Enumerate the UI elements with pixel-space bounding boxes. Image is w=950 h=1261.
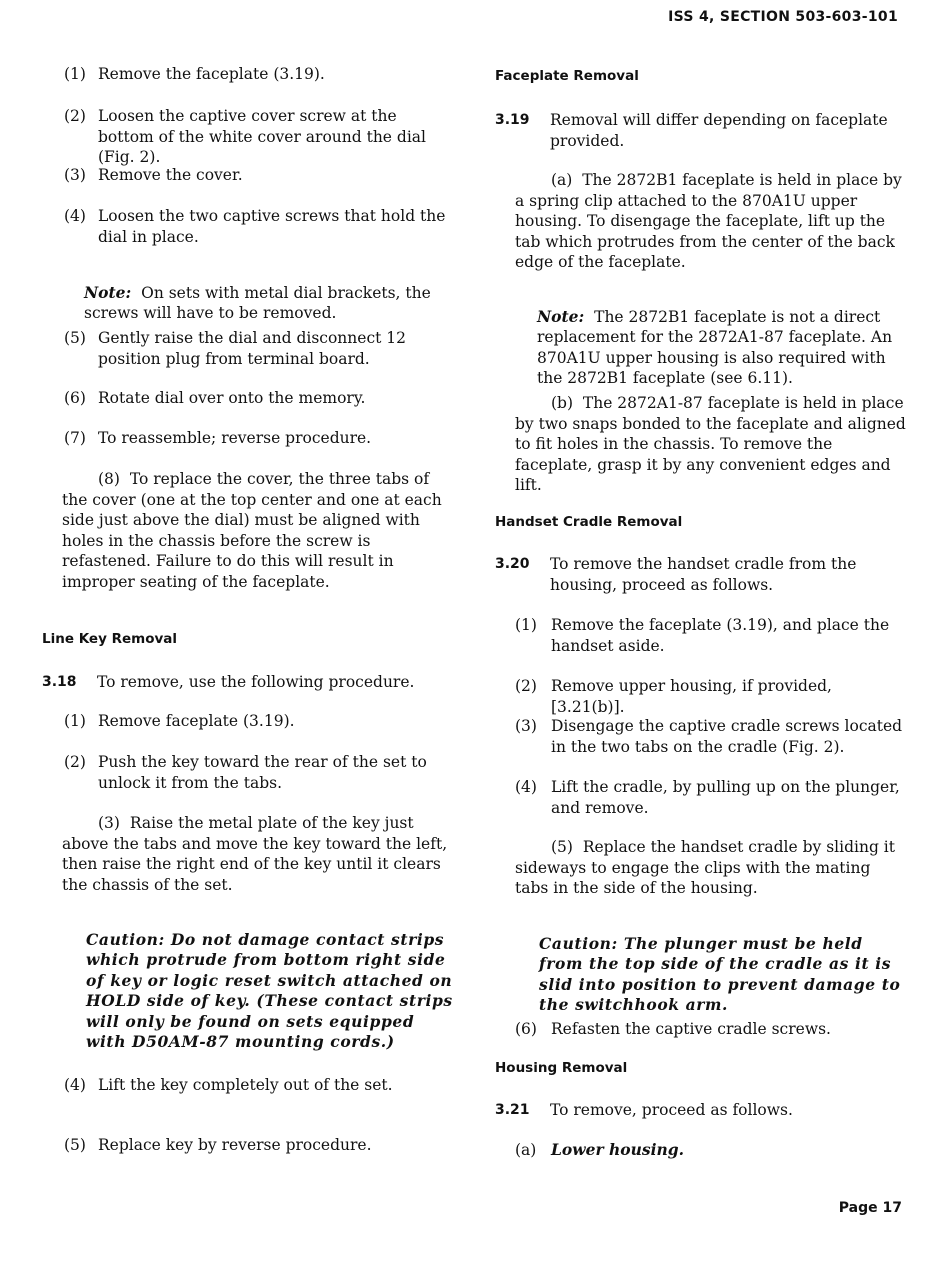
paragraph: 3.19 Removal will differ depending on faceplate provided. bbox=[495, 111, 888, 150]
list-item: (5) Replace key by reverse procedure. bbox=[64, 1136, 372, 1154]
list-item: (1) Remove faceplate (3.19). bbox=[64, 712, 295, 730]
page-header: ISS 4, SECTION 503-603-101 bbox=[668, 9, 898, 25]
list-item: (7) To reassemble; reverse procedure. bbox=[64, 429, 372, 447]
list-item: (1) Remove the faceplate (3.19). bbox=[64, 65, 325, 83]
list-item: (1) Remove the faceplate (3.19), and place the handset aside. bbox=[515, 616, 890, 655]
list-item: (2) Push the key toward the rear of the set to unlock it from the tabs. bbox=[64, 753, 427, 792]
list-item: (2) Loosen the captive cover screw at the bottom of the white cover around the dial (Fig. 2). bbox=[64, 107, 426, 166]
list-item: (5) Replace the handset cradle by sliding it sideways to engage the clips with the mating tabs in the side of the housing. bbox=[515, 838, 895, 897]
list-item: (4) Loosen the two captive screws that hold the dial in place. bbox=[64, 207, 446, 246]
note: Note: The 2872B1 faceplate is not a direct replacement for the 2872A1-87 faceplate. An 870A1U upper housing is also required with the 2872B1 faceplate (see 6.11). bbox=[537, 306, 893, 387]
section-heading: Line Key Removal bbox=[42, 631, 178, 647]
list-item: (6) Rotate dial over onto the memory. bbox=[64, 389, 366, 407]
caution-note: Caution: The plunger must be held from the top side of the cradle as it is slid into position to prevent damage to the switchhook arm. bbox=[539, 933, 901, 1014]
section-heading: Handset Cradle Removal bbox=[495, 514, 683, 530]
list-item: (3) Raise the metal plate of the key just above the tabs and move the key toward the left, then raise the right end of the key until it clears the chassis of the set. bbox=[62, 814, 448, 894]
list-item: (a) The 2872B1 faceplate is held in place by a spring clip attached to the 870A1U upper housing. To disengage the faceplate, lift up the tab which protrudes from the center of the back edge of the faceplate. bbox=[515, 171, 902, 271]
caution-note: Caution: Do not damage contact strips which protrude from bottom right side of key or logic reset switch attached on HOLD side of key. (These contact strips will only be found on sets equipped with D50AM-87 mounting cords.) bbox=[86, 929, 453, 1051]
list-item: (8) To replace the cover, the three tabs of the cover (one at the top center and one at each side just above the dial) must be aligned with holes in the chassis before the screw is refastened. Failure to do this will result in improper seating of the faceplate. bbox=[62, 470, 442, 591]
paragraph: 3.18 To remove, use the following procedure. bbox=[42, 673, 415, 691]
note: Note: On sets with metal dial brackets, the screws will have to be removed. bbox=[84, 282, 431, 322]
list-item: (5) Gently raise the dial and disconnect 12 position plug from terminal board. bbox=[64, 329, 407, 368]
list-item: (3) Disengage the captive cradle screws located in the two tabs on the cradle (Fig. 2). bbox=[515, 717, 903, 756]
list-item: (4) Lift the cradle, by pulling up on the plunger, and remove. bbox=[515, 778, 900, 817]
list-item: (4) Lift the key completely out of the set. bbox=[64, 1076, 393, 1094]
paragraph: 3.20 To remove the handset cradle from the housing, proceed as follows. bbox=[495, 555, 857, 594]
section-heading: Faceplate Removal bbox=[495, 68, 639, 84]
page-number: Page 17 bbox=[838, 1200, 902, 1216]
paragraph: 3.21 To remove, proceed as follows. bbox=[495, 1101, 793, 1119]
list-item: (b) The 2872A1-87 faceplate is held in place by two snaps bonded to the faceplate and aligned to fit holes in the chassis. To remove the faceplate, grasp it by any convenient edges and lift. bbox=[515, 394, 906, 494]
list-item: (a) Lower housing. bbox=[515, 1140, 684, 1159]
section-heading: Housing Removal bbox=[495, 1060, 628, 1076]
list-item: (2) Remove upper housing, if provided, [3.21(b)]. bbox=[515, 677, 832, 716]
list-item: (6) Refasten the captive cradle screws. bbox=[515, 1020, 831, 1038]
list-item: (3) Remove the cover. bbox=[64, 166, 243, 184]
